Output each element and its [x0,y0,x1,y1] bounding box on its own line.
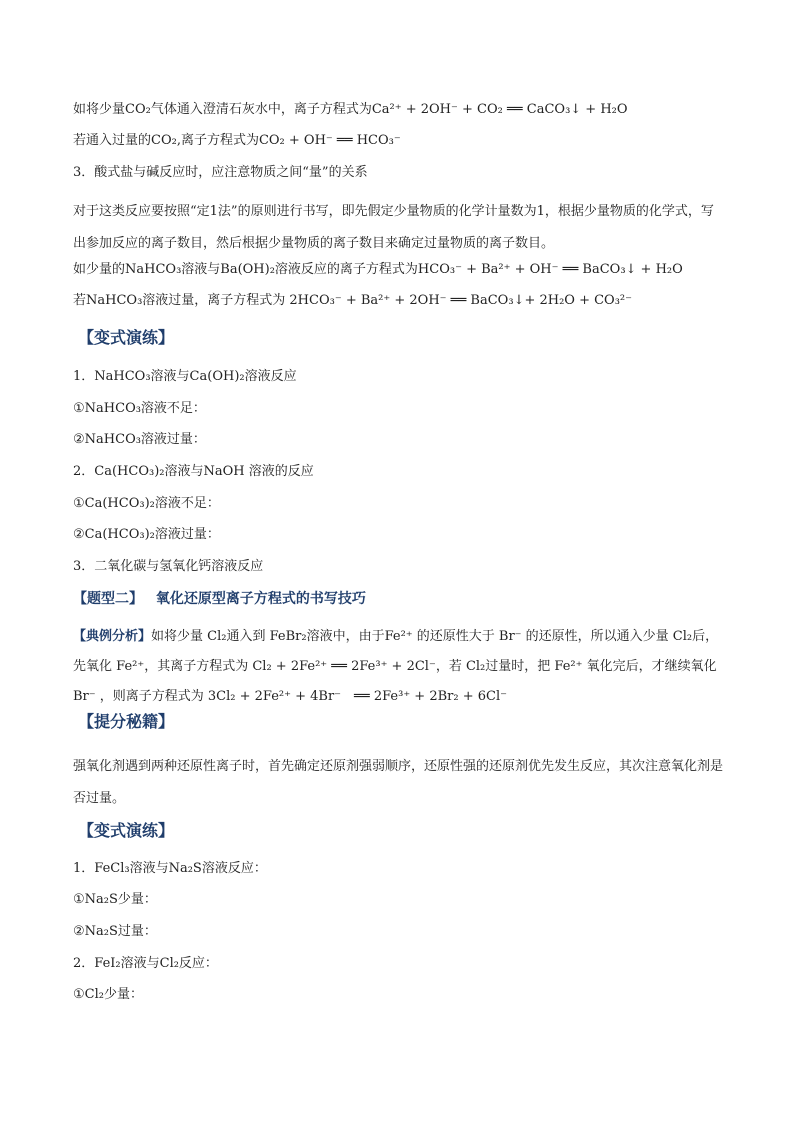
question-type-heading [73,589,366,609]
section-heading: 【变式演练】 [78,328,175,347]
question-part: ②NaHCO₃溶液过量： [73,432,206,447]
question: 1．NaHCO₃溶液与Ca(OH)₂溶液反应 [73,369,297,384]
question-part: ②Na₂S过量： [73,924,157,939]
question: 2．Ca(HCO₃)₂溶液与NaOH 溶液的反应 [73,464,314,479]
question: 2．FeI₂溶液与Cl₂反应： [73,956,218,971]
question: 3．二氧化碳与氢氧化钙溶液反应 [73,559,264,574]
question-type-title: 氧化还原型离子方程式的书写技巧 [155,591,366,607]
section-heading: 【变式演练】 [78,821,175,840]
text-line: 如少量的NaHCO₃溶液与Ba(OH)₂溶液反应的离子方程式为HCO₃⁻ + Ba²⁺ + OH⁻ ══ BaCO₃↓ + H₂O [73,262,683,277]
question-part: ①NaHCO₃溶液不足： [73,401,206,416]
question-part: ①Ca(HCO₃)₂溶液不足： [73,496,220,511]
text-line: 3．酸式盐与碱反应时，应注意物质之间“量”的关系 [73,165,368,180]
question: 1．FeCl₃溶液与Na₂S溶液反应： [73,861,267,876]
tips-heading: 【提分秘籍】 [78,712,175,731]
text-line: 若通入过量的CO₂,离子方程式为CO₂ + OH⁻ ══ HCO₃⁻ [73,133,401,148]
question-part: ①Na₂S少量： [73,892,157,907]
example-text: 如将少量 Cl₂通入到 FeBr₂溶液中，由于Fe²⁺ 的还原性大于 Br⁻ 的还原性，所以通入少量 Cl₂后，先氧化 Fe²⁺，其离子方程式为 Cl₂ + 2Fe²⁺ ══ 2Fe³⁺ + 2Cl⁻，若 Cl₂过量时，把 Fe²⁺ 氧化完后，才继续氧化 Br⁻ ，则离子方程式为 3Cl₂ + 2Fe²⁺ + 4Br⁻ ══ 2Fe³⁺ + 2Br₂ + 6Cl⁻ [73,629,719,704]
text-line: 若NaHCO₃溶液过量，离子方程式为 2HCO₃⁻ + Ba²⁺ + 2OH⁻ ══ BaCO₃↓+ 2H₂O + CO₃²⁻ [73,293,632,308]
example-tag: 【典例分析】 [73,629,152,644]
question-part: ①Cl₂少量： [73,987,143,1002]
paragraph: 对于这类反应要按照“定1法”的原则进行书写，即先假定少量物质的化学计量数为1，根据少量物质的化学式，写出参加反应的离子数目，然后根据少量物质的离子数目来确定过量物质的离子数目。 [73,204,714,251]
example-analysis [73,622,724,712]
text-line: 如将少量CO₂气体通入澄清石灰水中，离子方程式为Ca²⁺ + 2OH⁻ + CO₂ ══ CaCO₃↓ + H₂O [73,102,628,117]
tips-text: 强氧化剂遇到两种还原性离子时，首先确定还原剂强弱顺序，还原性强的还原剂优先发生反应，其次注意氧化剂是否过量。 [73,759,724,806]
question-type-tag: 【题型二】 [73,591,143,607]
question-part: ②Ca(HCO₃)₂溶液过量： [73,527,220,542]
